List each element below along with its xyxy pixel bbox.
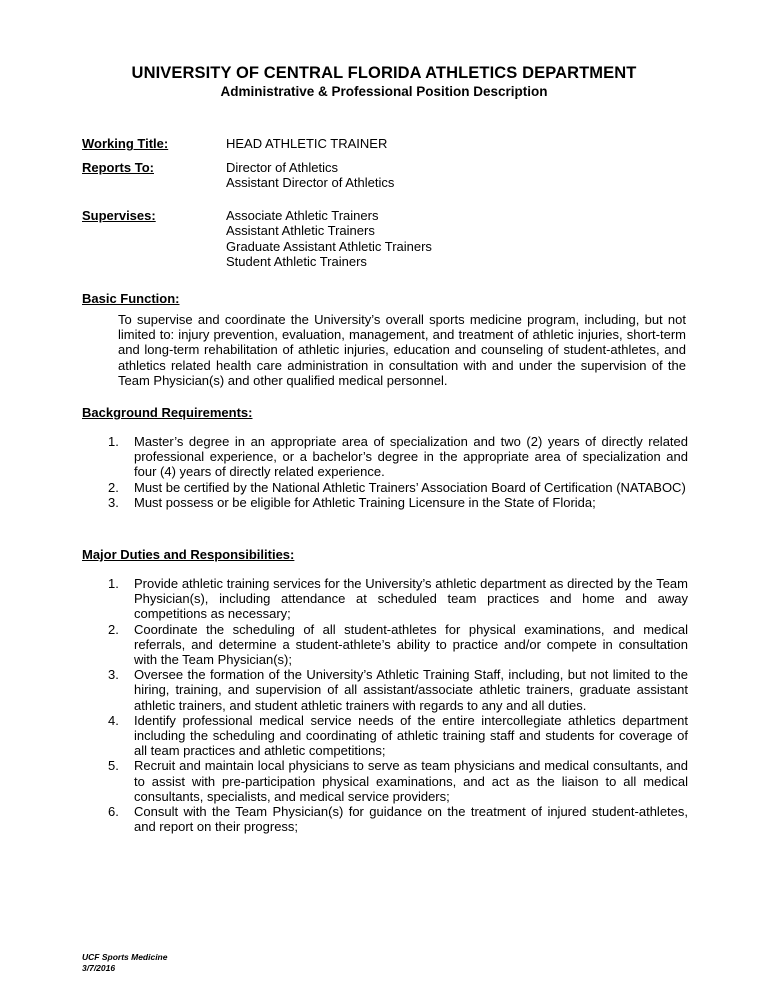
list-item [108,713,688,759]
working-title-label: Working Title: [82,136,169,151]
list-number: 4. [108,712,119,728]
list-item [108,804,688,834]
page-footer [82,952,167,974]
list-item-text: Must be certified by the National Athletic Trainers’ Association Board of Certification (NATABOC) [134,479,686,495]
background-list [108,434,688,510]
duties-list [108,576,688,834]
supervises-item: Associate Athletic Trainers [226,208,379,223]
list-item [108,434,688,480]
list-number: 2. [108,621,119,637]
list-item-text: Oversee the formation of the University’s Athletic Training Staff, including, but not limited to the hiring, training, and supervision of all assistant/associate athletic trainers, graduate assistant athletic trainers, and student athletic trainers with regards to any and all duties. [134,667,688,713]
list-item [108,480,688,495]
list-item [108,622,688,668]
list-item-text: Recruit and maintain local physicians to serve as team physicians and medical consultants, and to assist with pre-participation physical examinations, and act as the liaison to all medical consultants, specialists, and medical service providers; [134,758,688,804]
document-title: UNIVERSITY OF CENTRAL FLORIDA ATHLETICS DEPARTMENT [131,64,637,82]
list-item [108,667,688,713]
document-subtitle: Administrative & Professional Position Description [220,84,548,99]
supervises-label: Supervises: [82,208,156,223]
list-number: 6. [108,804,119,820]
working-title-value [226,136,387,151]
supervises-item: Graduate Assistant Athletic Trainers [226,238,432,254]
list-item-text: Consult with the Team Physician(s) for guidance on the treatment of injured student-athletes, and report on their progress; [134,804,688,835]
list-item-text: Coordinate the scheduling of all student-athletes for physical examinations, and medical referrals, and determine a student-athlete’s ability to practice and/or compete in consultation with the Team Physician(s); [134,621,688,668]
reports-to-item: Director of Athletics [226,160,338,175]
list-number: 2. [108,479,119,495]
basic-function-text: To supervise and coordinate the University’s overall sports medicine program, including, but not limited to: injury prevention, evaluation, management, and treatment of athletic injuries, short-term and long-term rehabilitation of athletic injuries, education and counseling of student-athletes, and athletics related health care administration in consultation with and under the supervision of the Team Physician(s) and other qualified medical personnel. [118,312,686,388]
footer-date: 3/7/2016 [82,963,116,973]
list-number: 1. [108,576,119,591]
list-item-text: Provide athletic training services for the University’s athletic department as directed by the Team Physician(s), including attendance at scheduled team practices and home and away competitions as necessary; [134,576,688,622]
duties-heading: Major Duties and Responsibilities: [82,547,295,562]
supervises-values [226,208,432,269]
list-number: 3. [108,667,119,683]
list-item [108,576,688,622]
working-title-text: HEAD ATHLETIC TRAINER [226,136,388,151]
list-item-text: Master’s degree in an appropriate area of specialization and two (2) years of directly related professional experience, or a bachelor’s degree in the appropriate area of specialization and four (4) years of directly related experience. [134,434,688,480]
list-number: 3. [108,494,119,510]
reports-to-values [226,160,394,191]
basic-function-heading: Basic Function: [82,291,180,306]
reports-to-item: Assistant Director of Athletics [226,175,395,191]
footer-line: UCF Sports Medicine [82,952,168,962]
list-number: 5. [108,758,119,774]
list-item [108,758,688,804]
reports-to-label: Reports To: [82,160,154,175]
list-item-text: Identify professional medical service needs of the entire intercollegiate athletics department including the scheduling and coordinating of athletic training staff and students for coverage of all team practices and athletic competitions; [134,712,688,759]
supervises-item: Assistant Athletic Trainers [226,223,375,239]
supervises-item: Student Athletic Trainers [226,253,367,269]
list-item-text: Must possess or be eligible for Athletic Training Licensure in the State of Florida; [134,494,596,510]
list-number: 1. [108,434,119,449]
list-item [108,495,688,510]
background-heading: Background Requirements: [82,405,253,420]
